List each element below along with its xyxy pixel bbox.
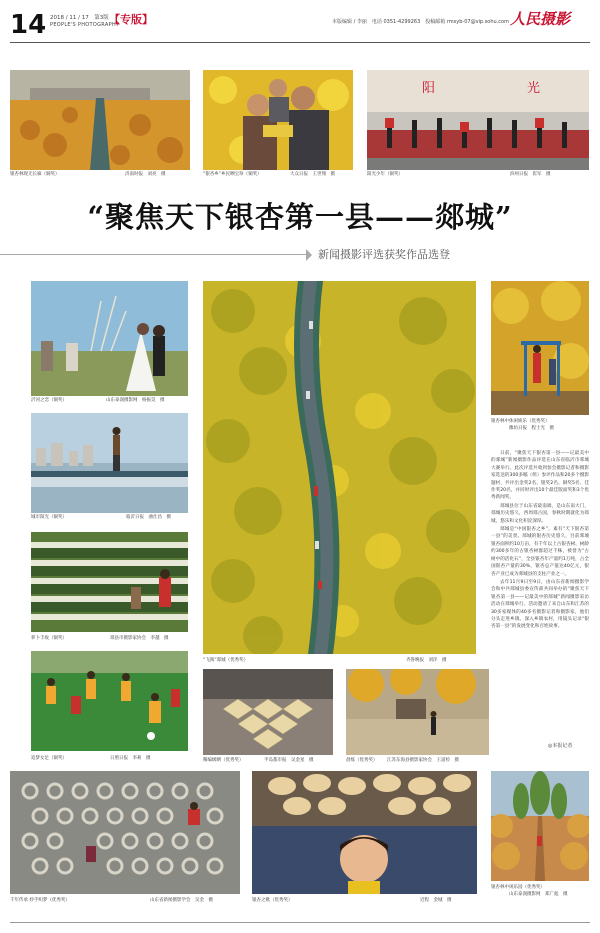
- caption-author: 潍坊日报 程士光 摄: [509, 426, 554, 431]
- caption-title: 沂河之恋（铜奖）: [31, 398, 67, 403]
- caption-title: 银杏林中休闲娱乐（优秀奖）: [491, 419, 550, 424]
- caption-title: 稀编级晒（优秀奖）: [203, 758, 244, 763]
- caption-author: 山东省新闻摄影学会 吴金 摄: [150, 898, 213, 903]
- photo-city-sunshine: [31, 413, 188, 513]
- sign-char-left: 阳: [422, 81, 436, 96]
- page-title: “聚焦天下银杏第一县——郯城”: [87, 200, 513, 234]
- caption-title: 银杏林现无长廊（铜奖）: [10, 172, 60, 177]
- caption-author: 济南时报 刘亮 摄: [125, 172, 166, 177]
- caption-title: 银杏林中闲乐园（优秀奖）: [491, 885, 545, 890]
- caption-author: 江苏东海县摄影家协会 王道检 摄: [387, 758, 459, 763]
- photo-sunshine-youth: [367, 70, 589, 170]
- caption-title: 银杏之歌（优秀奖）: [252, 898, 293, 903]
- caption-author: 山东泰润摄影网 郑广彪 摄: [509, 892, 568, 897]
- caption-title: 城市阳光（铜奖）: [31, 515, 67, 520]
- photo-morning-exercise: [346, 669, 489, 755]
- caption-author: 大众日报 王世翔 摄: [290, 172, 335, 177]
- subtitle-rule: [0, 254, 306, 255]
- caption-author: 日照日报 李莉 摄: [110, 756, 151, 761]
- caption-author: 临沂日报 曲仕昌 摄: [126, 515, 171, 520]
- photo-girls-football: [31, 651, 188, 751]
- caption-title: “飞阅”郯城（优秀奖）: [203, 658, 249, 663]
- caption-title: 晨练（优秀奖）: [346, 758, 378, 763]
- article-paragraph: 日前，“聚焦天下银杏第一县——记最美中的郯城”新闻摄影作品评选在山东省临沂市郯城大赛举行。此次评选共收到参会摄影记者和摄影家选送的300多幅（组）参评作品和20多个摄影题材，共评出金奖2名、银奖2名、铜奖5名、佳作奖20名，并同时评出10个最佳版面奖和3个优秀新闻奖。: [491, 451, 589, 501]
- caption-title: 追梦女足（铜奖）: [31, 756, 67, 761]
- photo-aerial-tancheng: [203, 281, 476, 654]
- caption-author: 近程 金城 摄: [420, 898, 452, 903]
- header-rule: [10, 42, 590, 43]
- page-subtitle: 新闻摄影评选获奖作品选登: [318, 248, 450, 261]
- english-name: PEOPLE'S PHOTOGRAPHY: [50, 22, 120, 28]
- photo-villagers-ginkgo: [203, 70, 353, 170]
- subtitle-arrow-icon: [306, 249, 312, 261]
- photo-weaving-dreams: [10, 771, 240, 894]
- footer-rule: [10, 922, 590, 923]
- subtitle-block: [308, 246, 588, 264]
- article-byline: ◎本报记者: [548, 743, 573, 749]
- photo-ginkgo-song: [252, 771, 477, 894]
- caption-title: 千年传承 妙手织梦（优秀奖）: [10, 898, 70, 903]
- editor-info: 本版编辑 / 李丽 电话 0351-4299263 投稿邮箱 rmsyb-07@vip.sohu.com: [332, 19, 509, 25]
- caption-title: “银杏乡”乡民晒宝珍（铜奖）: [203, 172, 262, 177]
- article-paragraph: 郯城是“中国银杏之乡”，素有“天下银杏第一县”的美誉。郯城的银杏历史悠久，目前郯城银杏面积约10万亩，有千年以上古银杏树、树龄约300多年的古银杏树群超过千株，被誉为“古树中的活化石”，全县银杏年产量约1万吨，占全国银杏产量的30%，银杏总产值达40亿元，银杏产业已成为郯城县的支柱产业之一。: [491, 527, 589, 577]
- photo-yihe-love: [31, 281, 188, 396]
- page-number: 14: [10, 10, 47, 40]
- masthead-logo: 人民摄影: [510, 10, 571, 28]
- caption-title: 萝卜丰收（铜奖）: [31, 636, 67, 641]
- section-tag: 【专版】: [109, 13, 153, 26]
- photo-radish-harvest: [31, 532, 188, 632]
- article-paragraph: 郯城县位于山东省最南端，是山东南大门，郯城历史悠久，西周郯古国，春秋时期就化为郯城，悠乐和文化积淀深厚。: [491, 503, 589, 524]
- caption-title: 阳光少年（铜奖）: [367, 172, 403, 177]
- article-body: [491, 450, 589, 750]
- photo-ginkgo-paradise: [491, 771, 589, 881]
- caption-author: 半岛都市报 吴金星 摄: [264, 758, 314, 763]
- photo-ginkgo-leisure: [491, 281, 589, 415]
- caption-author: 齐鲁晚报 刘洋 摄: [406, 658, 447, 663]
- photo-ginkgo-corridor: [10, 70, 190, 170]
- caption-author: 郯县市摄影家协会 李越 摄: [110, 636, 169, 641]
- issue-date: 2018 / 11 / 17 第3版: [50, 15, 109, 21]
- caption-author: 滨州日报 崔军 摄: [510, 172, 551, 177]
- photo-weaving-drying: [203, 669, 333, 755]
- sign-char-right: 光: [527, 81, 541, 96]
- caption-author: 山东泰润摄影网 杨振昊 摄: [106, 398, 165, 403]
- article-paragraph: 去年11月9日至9日，由山东省新闻摄影学会和中共郯城县委宣传部共同举办的“聚焦天下银杏第一县——记最美中的郯城”新闻摄影采访活动在郯城举行。活动邀请了来自山东和江苏的30多家媒体的40多名摄影记者和摄影家，他们分头走进乡镇、深入乡镇农村，用镜头记录“银杏第一县”的发展变化和百姓故事。: [491, 579, 589, 630]
